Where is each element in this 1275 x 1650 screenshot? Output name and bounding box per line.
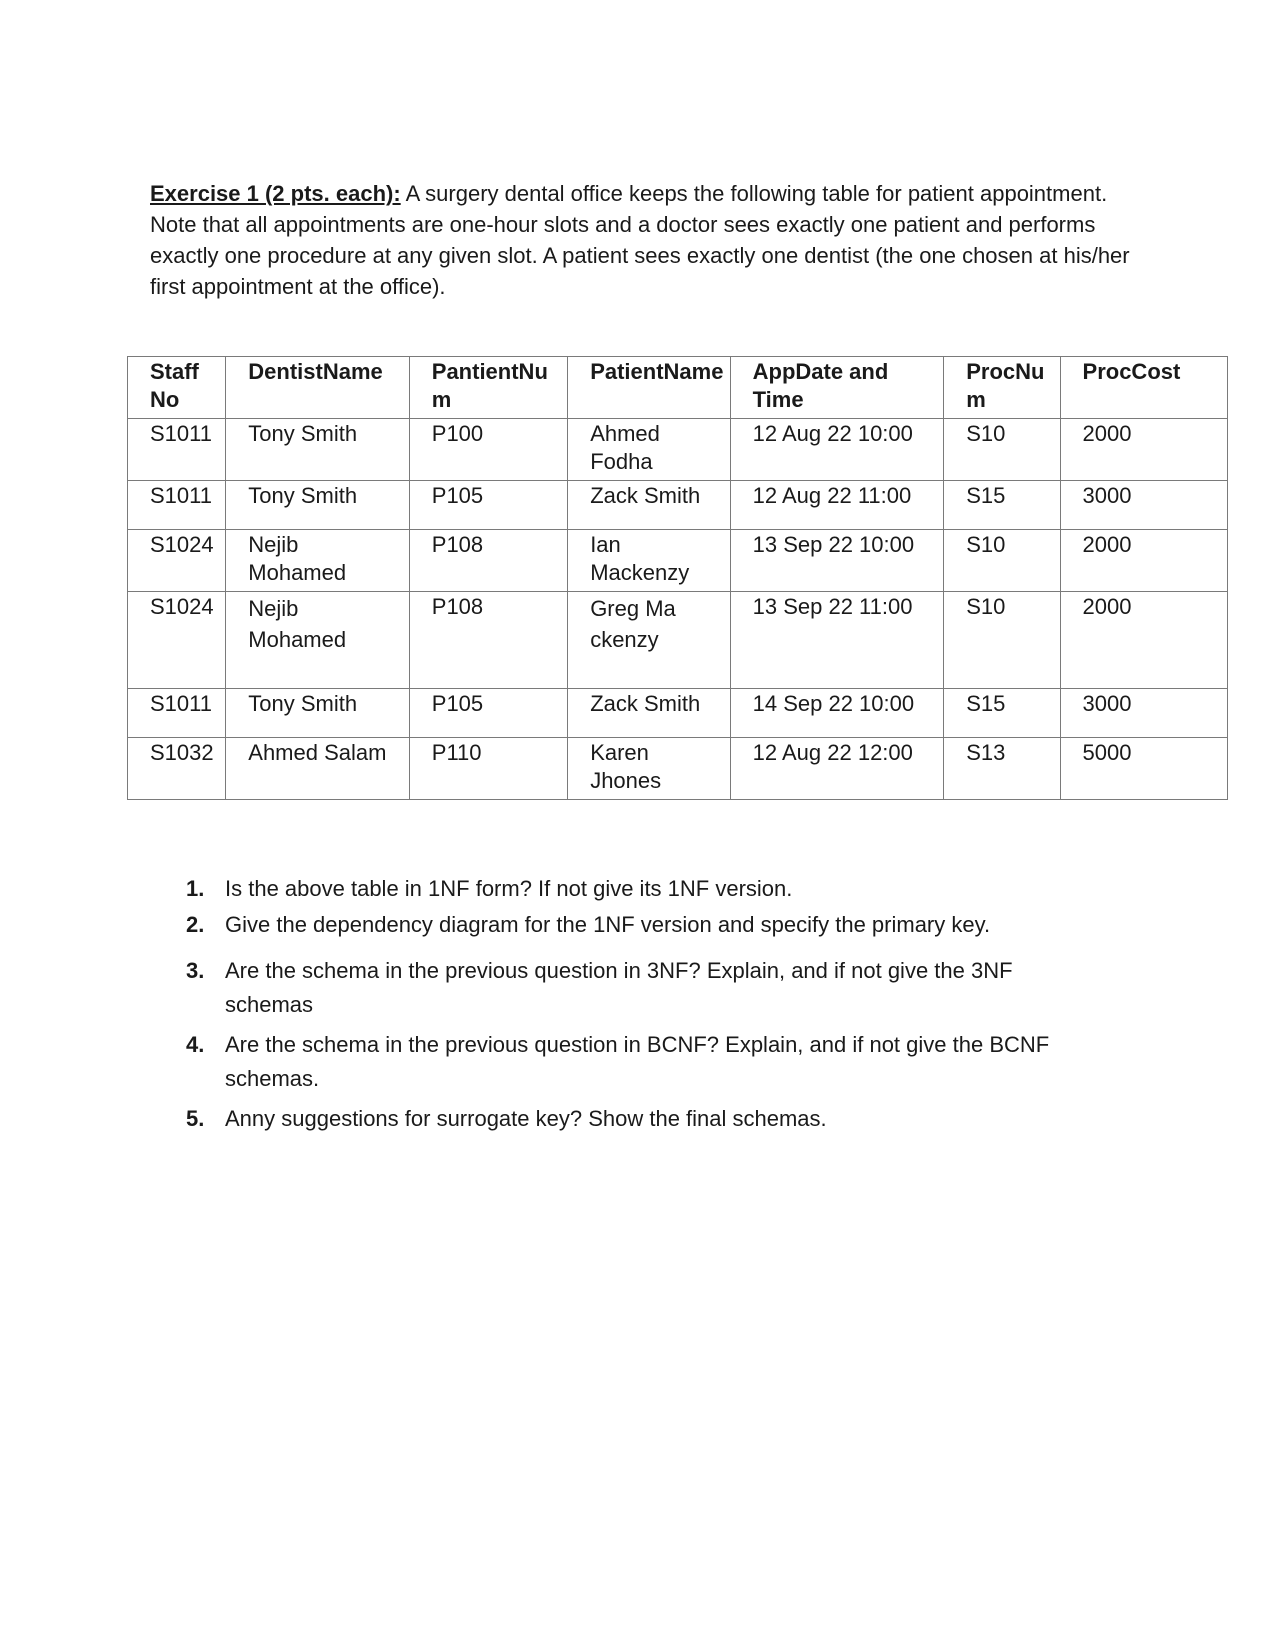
header-patient-name: PatientName <box>568 357 730 419</box>
cell-dentist-name: Nejib Mohamed <box>226 530 410 592</box>
cell-staff-no: S1011 <box>128 689 226 738</box>
cell-staff-no: S1024 <box>128 530 226 592</box>
table-row <box>128 481 1228 530</box>
table-row <box>128 738 1228 800</box>
question-text: Is the above table in 1NF form? If not give its 1NF version. <box>225 876 793 901</box>
cell-patient-num: P105 <box>409 481 567 530</box>
cell-patient-name: Zack Smith <box>568 689 730 738</box>
question-number: 2. <box>186 912 205 937</box>
cell-patient-num: P100 <box>409 419 567 481</box>
exercise-intro <box>150 178 1130 302</box>
cell-app-date-time: 12 Aug 22 10:00 <box>730 419 944 481</box>
cell-app-date-time: 12 Aug 22 12:00 <box>730 738 944 800</box>
cell-dentist-name: Tony Smith <box>226 419 410 481</box>
cell-proc-num: S10 <box>944 419 1060 481</box>
cell-dentist-name: Nejib Mohamed <box>226 592 410 689</box>
cell-proc-cost: 3000 <box>1060 689 1227 738</box>
cell-dentist-name: Tony Smith <box>226 481 410 530</box>
cell-app-date-time: 13 Sep 22 11:00 <box>730 592 944 689</box>
exercise-description: A surgery dental office keeps the following table for patient appointment. Note that all appointments are one-hour slots and a doctor sees exactly one patient and performs exactly one procedure at any given slot. A patient sees exactly one dentist (the one chosen at his/her first appointment at the office). <box>150 181 1130 299</box>
cell-patient-name: Ian Mackenzy <box>568 530 730 592</box>
cell-proc-cost: 2000 <box>1060 530 1227 592</box>
list-item <box>186 954 1086 1022</box>
cell-staff-no: S1024 <box>128 592 226 689</box>
cell-patient-name: Greg Mackenzy <box>568 592 730 689</box>
table-row <box>128 530 1228 592</box>
cell-staff-no: S1011 <box>128 419 226 481</box>
list-item <box>186 1102 1086 1136</box>
cell-proc-num: S13 <box>944 738 1060 800</box>
question-text: Are the schema in the previous question in 3NF? Explain, and if not give the 3NF schemas <box>225 958 1013 1017</box>
question-number: 3. <box>186 958 205 983</box>
cell-patient-num: P108 <box>409 530 567 592</box>
header-app-date-time: AppDate and Time <box>730 357 944 419</box>
question-number: 4. <box>186 1032 205 1057</box>
cell-proc-cost: 5000 <box>1060 738 1227 800</box>
question-number: 1. <box>186 876 205 901</box>
table-row <box>128 419 1228 481</box>
question-text: Are the schema in the previous question in BCNF? Explain, and if not give the BCNF schemas. <box>225 1032 1050 1091</box>
cell-proc-num: S15 <box>944 481 1060 530</box>
cell-dentist-name: Tony Smith <box>226 689 410 738</box>
cell-staff-no: S1032 <box>128 738 226 800</box>
header-dentist-name: DentistName <box>226 357 410 419</box>
question-list <box>186 872 1086 1136</box>
appointments-table <box>127 356 1228 800</box>
cell-proc-num: S10 <box>944 530 1060 592</box>
table-row <box>128 592 1228 689</box>
cell-patient-num: P108 <box>409 592 567 689</box>
list-item <box>186 1028 1086 1096</box>
list-item <box>186 872 1086 906</box>
cell-proc-num: S10 <box>944 592 1060 689</box>
cell-patient-num: P105 <box>409 689 567 738</box>
header-staff-no: Staff No <box>128 357 226 419</box>
question-text: Give the dependency diagram for the 1NF version and specify the primary key. <box>225 912 991 937</box>
cell-proc-cost: 2000 <box>1060 592 1227 689</box>
cell-patient-num: P110 <box>409 738 567 800</box>
cell-dentist-name: Ahmed Salam <box>226 738 410 800</box>
table-header-row <box>128 357 1228 419</box>
cell-app-date-time: 12 Aug 22 11:00 <box>730 481 944 530</box>
exercise-heading: Exercise 1 (2 pts. each): <box>150 181 401 206</box>
cell-proc-num: S15 <box>944 689 1060 738</box>
cell-patient-name: Zack Smith <box>568 481 730 530</box>
header-proc-cost: ProcCost <box>1060 357 1227 419</box>
cell-patient-name: Ahmed Fodha <box>568 419 730 481</box>
cell-app-date-time: 13 Sep 22 10:00 <box>730 530 944 592</box>
header-proc-num: ProcNum <box>944 357 1060 419</box>
table-row <box>128 689 1228 738</box>
cell-patient-name: Karen Jhones <box>568 738 730 800</box>
cell-staff-no: S1011 <box>128 481 226 530</box>
question-text: Anny suggestions for surrogate key? Show the final schemas. <box>225 1106 827 1131</box>
cell-proc-cost: 2000 <box>1060 419 1227 481</box>
cell-proc-cost: 3000 <box>1060 481 1227 530</box>
list-item <box>186 908 1086 942</box>
header-patient-num: PantientNum <box>409 357 567 419</box>
cell-app-date-time: 14 Sep 22 10:00 <box>730 689 944 738</box>
question-number: 5. <box>186 1106 205 1131</box>
